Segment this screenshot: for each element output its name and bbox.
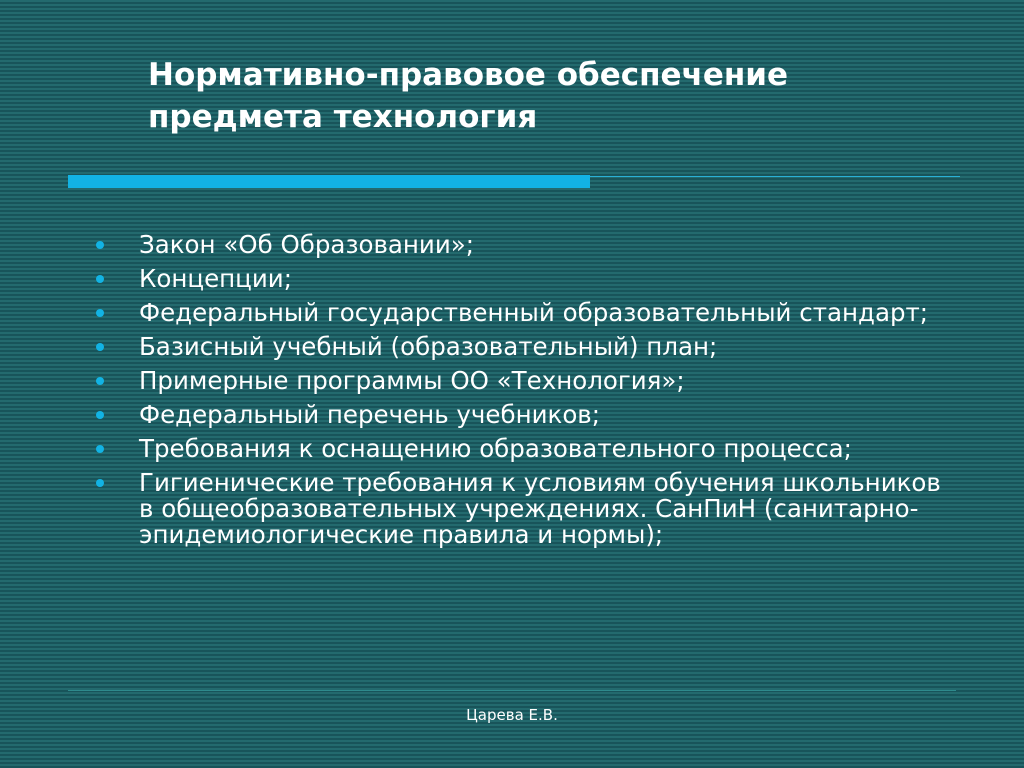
bullet-icon bbox=[96, 241, 104, 249]
list-item-text: Требования к оснащению образовательного процесса; bbox=[139, 434, 852, 463]
list-item-text: Базисный учебный (образовательный) план; bbox=[139, 332, 718, 361]
title-underline-bar bbox=[68, 175, 590, 188]
list-item bbox=[96, 436, 956, 462]
bullet-icon bbox=[96, 479, 104, 487]
list-item bbox=[96, 368, 956, 394]
bullet-icon bbox=[96, 309, 104, 317]
bullet-icon bbox=[96, 343, 104, 351]
list-item bbox=[96, 300, 956, 326]
slide-title bbox=[148, 54, 968, 138]
list-item-text: Закон «Об Образовании»; bbox=[139, 230, 475, 259]
list-item-text: Гигиенические требования к условиям обучения школьников в общеобразовательных учреждениях. СанПиН (санитарно-эпидемиологические правила и нормы); bbox=[139, 468, 941, 549]
bullet-list bbox=[96, 232, 956, 556]
list-item-text: Федеральный государственный образовательный стандарт; bbox=[139, 298, 929, 327]
footer-divider bbox=[68, 690, 956, 691]
title-underline-line bbox=[590, 176, 960, 177]
bullet-icon bbox=[96, 377, 104, 385]
list-item bbox=[96, 266, 956, 292]
list-item-text: Концепции; bbox=[139, 264, 292, 293]
list-item-text: Федеральный перечень учебников; bbox=[139, 400, 601, 429]
list-item-text: Примерные программы ОО «Технология»; bbox=[139, 366, 685, 395]
footer-author: Царева Е.В. bbox=[466, 706, 558, 724]
bullet-icon bbox=[96, 275, 104, 283]
title-line-1: Нормативно-правовое обеспечение bbox=[148, 57, 789, 93]
bullet-icon bbox=[96, 445, 104, 453]
list-item bbox=[96, 232, 956, 258]
bullet-icon bbox=[96, 411, 104, 419]
title-line-2: предмета технология bbox=[148, 99, 538, 135]
list-item bbox=[96, 470, 956, 548]
list-item bbox=[96, 402, 956, 428]
list-item bbox=[96, 334, 956, 360]
